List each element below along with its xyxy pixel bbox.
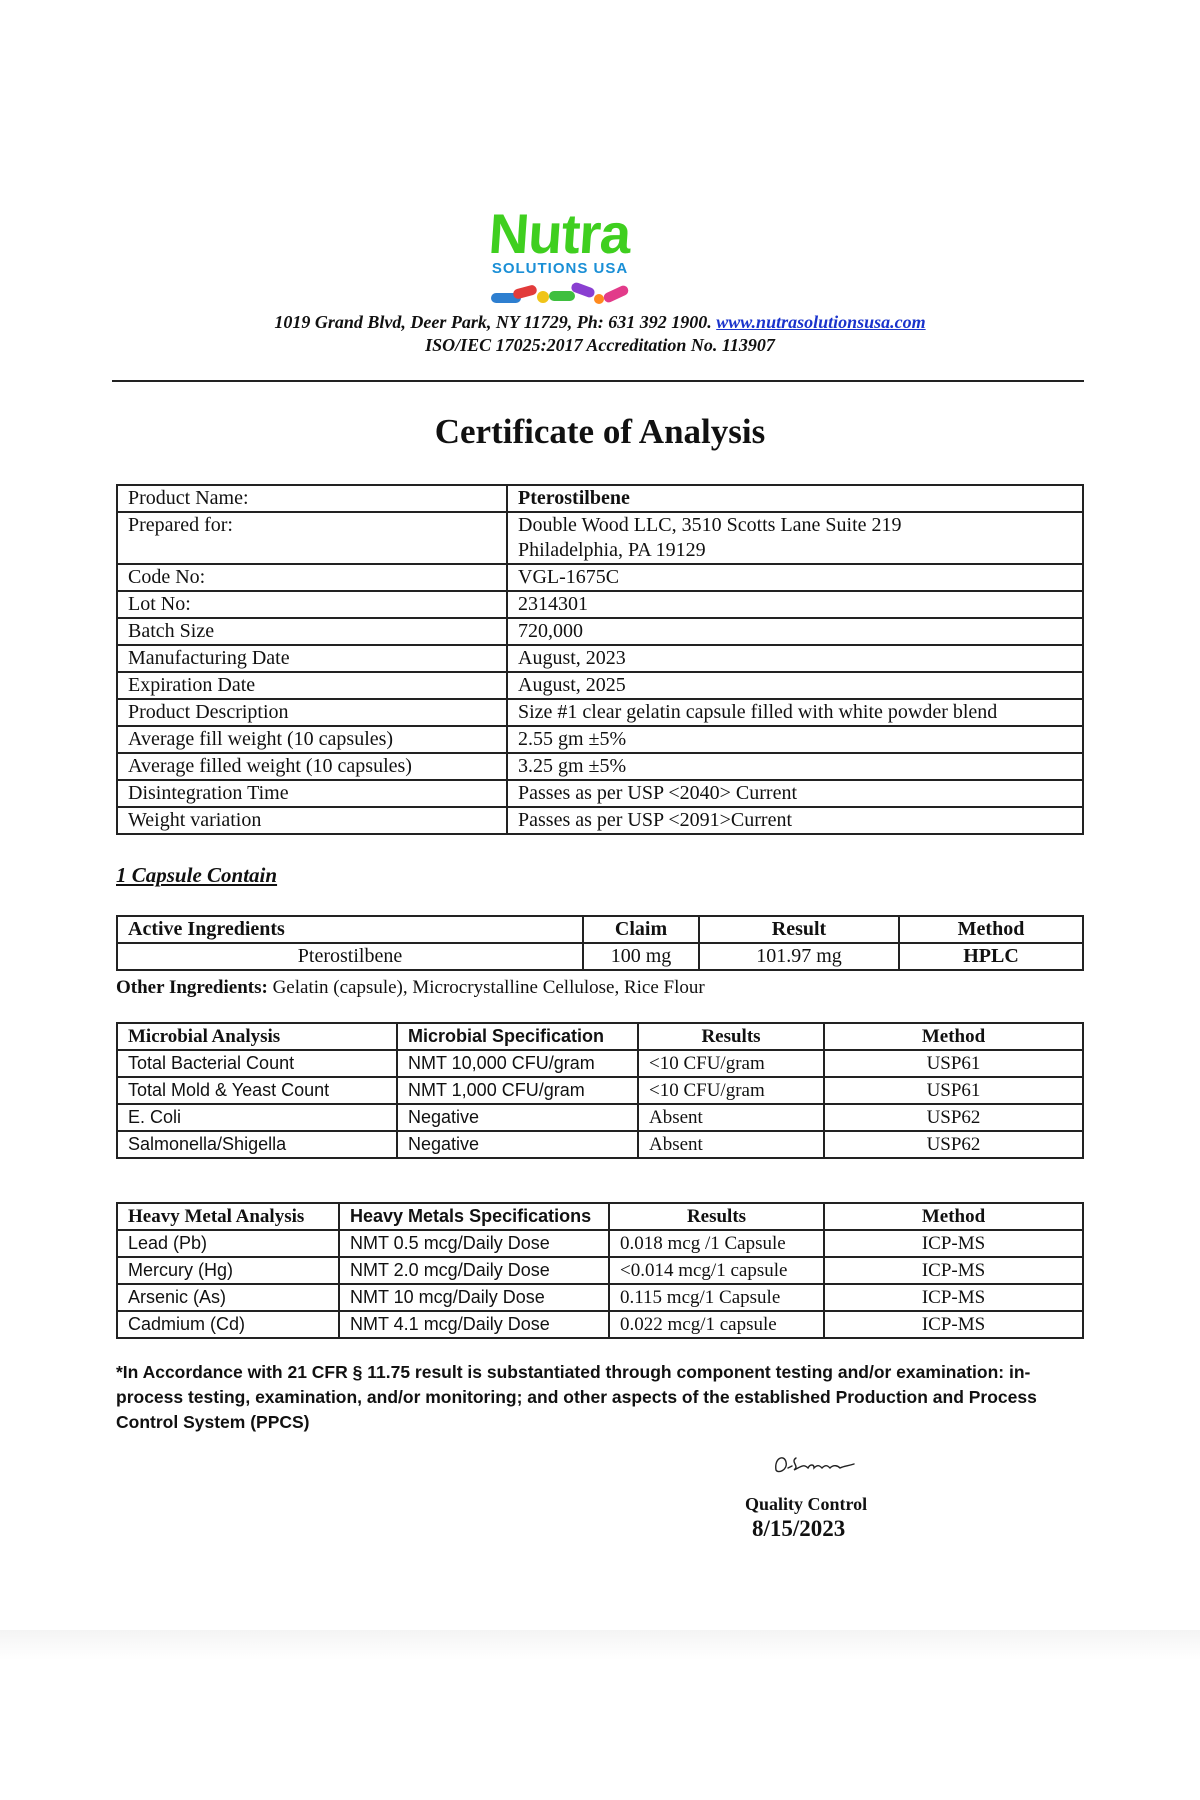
test-method: USP61 bbox=[824, 1050, 1083, 1077]
product-label: Manufacturing Date bbox=[117, 645, 507, 672]
table-row bbox=[117, 1311, 1083, 1338]
test-spec: Negative bbox=[397, 1104, 638, 1131]
metal-spec: NMT 10 mcg/Daily Dose bbox=[339, 1284, 609, 1311]
signoff-date: 8/15/2023 bbox=[752, 1516, 846, 1541]
product-value: Size #1 clear gelatin capsule filled with white powder blend bbox=[507, 699, 1083, 726]
product-label: Batch Size bbox=[117, 618, 507, 645]
table-row bbox=[117, 618, 1083, 645]
test-method: USP62 bbox=[824, 1131, 1083, 1158]
table-row bbox=[117, 512, 1083, 564]
heavy-metal-analysis-table bbox=[116, 1202, 1084, 1339]
product-value: 2.55 gm ±5% bbox=[507, 726, 1083, 753]
accreditation: ISO/IEC 17025:2017 Accreditation No. 113907 bbox=[425, 335, 775, 355]
test-result: <10 CFU/gram bbox=[638, 1050, 824, 1077]
product-value: 3.25 gm ±5% bbox=[507, 753, 1083, 780]
product-value: Passes as per USP <2091>Current bbox=[507, 807, 1083, 834]
table-row bbox=[117, 699, 1083, 726]
product-label: Lot No: bbox=[117, 591, 507, 618]
test-method: USP61 bbox=[824, 1077, 1083, 1104]
column-header: Microbial Specification bbox=[397, 1023, 638, 1050]
product-value: 2314301 bbox=[507, 591, 1083, 618]
table-row bbox=[117, 1284, 1083, 1311]
column-header: Heavy Metal Analysis bbox=[117, 1203, 339, 1230]
capsule-section-label: 1 Capsule Contain bbox=[116, 863, 278, 887]
table-header-row bbox=[117, 1203, 1083, 1230]
column-header: Microbial Analysis bbox=[117, 1023, 397, 1050]
metal-result: 0.115 mcg/1 Capsule bbox=[609, 1284, 824, 1311]
logo-wordmark: Nutra bbox=[487, 202, 633, 265]
product-label: Disintegration Time bbox=[117, 780, 507, 807]
table-row bbox=[117, 672, 1083, 699]
table-row bbox=[117, 1104, 1083, 1131]
test-result: Absent bbox=[638, 1131, 824, 1158]
metal-method: ICP-MS bbox=[824, 1257, 1083, 1284]
test-method: USP62 bbox=[824, 1104, 1083, 1131]
product-label: Product Description bbox=[117, 699, 507, 726]
ingredient-result: 101.97 mg bbox=[699, 943, 899, 970]
product-value: August, 2023 bbox=[507, 645, 1083, 672]
other-ingredients-label: Other Ingredients: bbox=[116, 977, 268, 998]
page-bottom-margin bbox=[0, 1630, 1200, 1800]
column-header: Method bbox=[824, 1203, 1083, 1230]
product-label: Prepared for: bbox=[117, 512, 507, 564]
signature-icon bbox=[770, 1448, 860, 1478]
table-row bbox=[117, 645, 1083, 672]
test-result: Absent bbox=[638, 1104, 824, 1131]
column-header: Method bbox=[899, 916, 1083, 943]
column-header: Result bbox=[699, 916, 899, 943]
prepared-for-line2: Philadelphia, PA 19129 bbox=[518, 539, 706, 561]
test-name: E. Coli bbox=[117, 1104, 397, 1131]
metal-spec: NMT 2.0 mcg/Daily Dose bbox=[339, 1257, 609, 1284]
ingredient-method: HPLC bbox=[899, 943, 1083, 970]
table-row bbox=[117, 807, 1083, 834]
metal-method: ICP-MS bbox=[824, 1284, 1083, 1311]
ingredient-claim: 100 mg bbox=[583, 943, 699, 970]
test-result: <10 CFU/gram bbox=[638, 1077, 824, 1104]
product-label: Average filled weight (10 capsules) bbox=[117, 753, 507, 780]
table-row bbox=[117, 1257, 1083, 1284]
table-row bbox=[117, 1131, 1083, 1158]
table-row bbox=[117, 753, 1083, 780]
product-label: Weight variation bbox=[117, 807, 507, 834]
metal-method: ICP-MS bbox=[824, 1311, 1083, 1338]
prepared-for-line1: Double Wood LLC, 3510 Scotts Lane Suite 219 bbox=[518, 514, 902, 536]
active-ingredients-table bbox=[116, 915, 1084, 971]
product-label: Expiration Date bbox=[117, 672, 507, 699]
company-logo bbox=[475, 202, 645, 307]
table-row bbox=[117, 564, 1083, 591]
quality-control-label: Quality Control bbox=[745, 1494, 868, 1514]
other-ingredients bbox=[116, 977, 705, 999]
document-title: Certificate of Analysis bbox=[434, 412, 766, 451]
product-info-table bbox=[116, 484, 1084, 835]
product-value: Passes as per USP <2040> Current bbox=[507, 780, 1083, 807]
microbial-analysis-table bbox=[116, 1022, 1084, 1159]
table-row bbox=[117, 780, 1083, 807]
test-spec: NMT 1,000 CFU/gram bbox=[397, 1077, 638, 1104]
metal-name: Lead (Pb) bbox=[117, 1230, 339, 1257]
other-ingredients-value: Gelatin (capsule), Microcrystalline Cellulose, Rice Flour bbox=[272, 977, 705, 998]
website-link[interactable]: www.nutrasolutionsusa.com bbox=[716, 312, 926, 332]
table-row bbox=[117, 485, 1083, 512]
product-label: Product Name: bbox=[117, 485, 507, 512]
company-address bbox=[0, 312, 1200, 333]
test-spec: NMT 10,000 CFU/gram bbox=[397, 1050, 638, 1077]
product-label: Code No: bbox=[117, 564, 507, 591]
product-label: Average fill weight (10 capsules) bbox=[117, 726, 507, 753]
metal-name: Mercury (Hg) bbox=[117, 1257, 339, 1284]
product-value: August, 2025 bbox=[507, 672, 1083, 699]
column-header: Heavy Metals Specifications bbox=[339, 1203, 609, 1230]
table-row bbox=[117, 591, 1083, 618]
test-spec: Negative bbox=[397, 1131, 638, 1158]
ingredient-name: Pterostilbene bbox=[117, 943, 583, 970]
metal-name: Cadmium (Cd) bbox=[117, 1311, 339, 1338]
product-value: VGL-1675C bbox=[507, 564, 1083, 591]
metal-spec: NMT 0.5 mcg/Daily Dose bbox=[339, 1230, 609, 1257]
test-name: Total Bacterial Count bbox=[117, 1050, 397, 1077]
table-row bbox=[117, 1230, 1083, 1257]
column-header: Method bbox=[824, 1023, 1083, 1050]
product-value: Pterostilbene bbox=[507, 485, 1083, 512]
table-header-row bbox=[117, 916, 1083, 943]
table-header-row bbox=[117, 1023, 1083, 1050]
column-header: Results bbox=[638, 1023, 824, 1050]
metal-spec: NMT 4.1 mcg/Daily Dose bbox=[339, 1311, 609, 1338]
column-header: Active Ingredients bbox=[117, 916, 583, 943]
metal-result: <0.014 mcg/1 capsule bbox=[609, 1257, 824, 1284]
logo-subtitle: SOLUTIONS USA bbox=[491, 260, 629, 277]
metal-result: 0.022 mcg/1 capsule bbox=[609, 1311, 824, 1338]
capsules-graphic-icon bbox=[485, 279, 635, 307]
regulatory-note: *In Accordance with 21 CFR § 11.75 result is substantiated through component testing and/or examination: in-process testing, examination, and/or monitoring; and other aspects of the established Production and Process Control System (PPCS) bbox=[116, 1362, 1037, 1432]
header-divider bbox=[112, 380, 1084, 382]
table-row bbox=[117, 1050, 1083, 1077]
table-row bbox=[117, 943, 1083, 970]
metal-result: 0.018 mcg /1 Capsule bbox=[609, 1230, 824, 1257]
test-name: Total Mold & Yeast Count bbox=[117, 1077, 397, 1104]
metal-name: Arsenic (As) bbox=[117, 1284, 339, 1311]
table-row bbox=[117, 726, 1083, 753]
metal-method: ICP-MS bbox=[824, 1230, 1083, 1257]
test-name: Salmonella/Shigella bbox=[117, 1131, 397, 1158]
product-value: 720,000 bbox=[507, 618, 1083, 645]
address-text: 1019 Grand Blvd, Deer Park, NY 11729, Ph: 631 392 1900. bbox=[274, 312, 712, 332]
table-row bbox=[117, 1077, 1083, 1104]
column-header: Results bbox=[609, 1203, 824, 1230]
column-header: Claim bbox=[583, 916, 699, 943]
product-value bbox=[507, 512, 1083, 564]
